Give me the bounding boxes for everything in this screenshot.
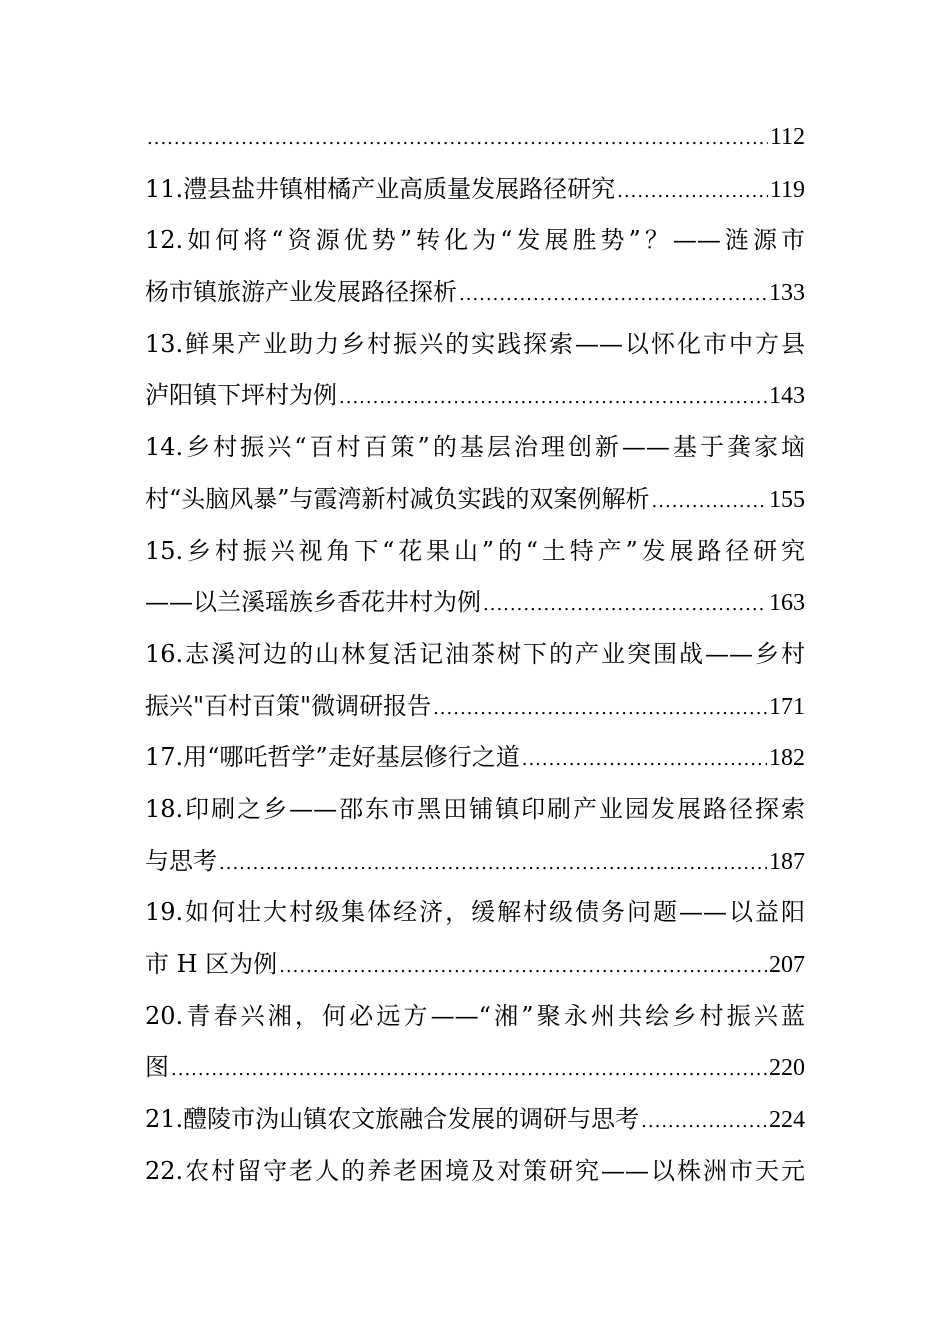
toc-entry-title: 图: [145, 1053, 169, 1082]
toc-page-number: 133: [769, 280, 805, 307]
toc-page-number: 187: [769, 848, 805, 875]
toc-entry-title: 16.志溪河边的山林复活记油茶树下的产业突围战——乡村: [145, 639, 805, 668]
toc-entry-title: 杨市镇旅游产业发展路径探析: [145, 278, 457, 307]
toc-dot-leader: [459, 269, 767, 319]
toc-page-number: 207: [769, 952, 805, 978]
toc-entry-title: 泸阳镇下坪村为例: [145, 381, 337, 410]
toc-entry-line[interactable]: [145, 164, 805, 216]
toc-entry-title: 振兴"百村百策"微调研报告: [145, 691, 432, 720]
toc-dot-leader: [522, 734, 767, 784]
toc-entry-title: 与思考: [145, 846, 217, 875]
toc-entry-title: ——以兰溪瑶族乡香花井村为例: [145, 588, 481, 617]
toc-entry-line[interactable]: [145, 215, 805, 267]
toc-entry-line[interactable]: [145, 112, 805, 164]
toc-entry-line[interactable]: [145, 1042, 805, 1094]
toc-entry-title: 17.用“哪吒哲学”走好基层修行之道: [145, 743, 520, 772]
toc-dot-leader: [652, 476, 767, 526]
toc-entry-line[interactable]: [145, 836, 805, 888]
toc-entry-line[interactable]: [145, 991, 805, 1043]
toc-entry-line[interactable]: [145, 784, 805, 836]
toc-entry-line[interactable]: [145, 577, 805, 629]
toc-entry-line[interactable]: [145, 1094, 805, 1146]
toc-page-number: 171: [769, 693, 805, 720]
toc-entry-title: 19.如何壮大村级集体经济，缓解村级债务问题——以益阳: [145, 898, 805, 927]
toc-page-number: 220: [769, 1055, 805, 1082]
toc-entry-line[interactable]: [145, 681, 805, 733]
toc-entry-title: 11.澧县盐井镇柑橘产业高质量发展路径研究: [145, 174, 616, 203]
toc-page-number: 155: [769, 486, 805, 513]
toc-dot-leader: [433, 683, 767, 733]
toc-dot-leader: [219, 838, 767, 888]
toc-entry-line[interactable]: [145, 887, 805, 939]
toc-entry-title: 13.鲜果产业助力乡村振兴的实践探索——以怀化市中方县: [145, 329, 805, 358]
toc-entry-line[interactable]: [145, 939, 805, 991]
toc-entry-title: 22.农村留守老人的养老困境及对策研究——以株洲市天元: [145, 1156, 805, 1185]
toc-entry-title: 20.青春兴湘，何必远方——“湘”聚永州共绘乡村振兴蓝: [145, 1001, 805, 1030]
toc-dot-leader: [483, 579, 767, 629]
toc-dot-leader: [147, 113, 768, 164]
toc-entry-line[interactable]: [145, 370, 805, 422]
toc-entry-line[interactable]: [145, 422, 805, 474]
toc-page-number: 119: [769, 176, 805, 203]
toc-page-number: 224: [769, 1107, 805, 1134]
toc-dot-leader: [171, 1044, 767, 1094]
toc-page-number: 143: [769, 383, 805, 410]
toc-entry-line[interactable]: [145, 267, 805, 319]
table-of-contents: [145, 112, 805, 1197]
toc-entry-line[interactable]: [145, 474, 805, 526]
toc-entry-title: 18.印刷之乡——邵东市黑田铺镇印刷产业园发展路径探索: [145, 794, 805, 823]
toc-page-number: 112: [769, 124, 805, 150]
toc-entry-line[interactable]: [145, 526, 805, 578]
toc-dot-leader: [641, 1096, 767, 1146]
toc-entry-line[interactable]: [145, 319, 805, 371]
toc-dot-leader: [617, 166, 768, 216]
toc-entry-title: 12.如何将“资源优势”转化为“发展胜势”？——涟源市: [145, 226, 805, 255]
toc-entry-title: 21.醴陵市沩山镇农文旅融合发展的调研与思考: [145, 1105, 640, 1134]
toc-entry-line[interactable]: [145, 629, 805, 681]
toc-dot-leader: [279, 941, 767, 991]
toc-page-number: 182: [769, 745, 805, 772]
toc-entry-title: 村“头脑风暴”与霞湾新村减负实践的双案例解析: [145, 484, 650, 513]
toc-entry-title: 14.乡村振兴“百村百策”的基层治理创新——基于龚家垴: [145, 433, 805, 462]
toc-page-number: 163: [769, 590, 805, 617]
toc-dot-leader: [339, 372, 767, 422]
toc-entry-title: 15.乡村振兴视角下“花果山”的“土特产”发展路径研究: [145, 536, 805, 565]
toc-entry-title: 市 H 区为例: [145, 950, 278, 978]
toc-entry-line[interactable]: [145, 732, 805, 784]
toc-entry-line[interactable]: [145, 1146, 805, 1198]
